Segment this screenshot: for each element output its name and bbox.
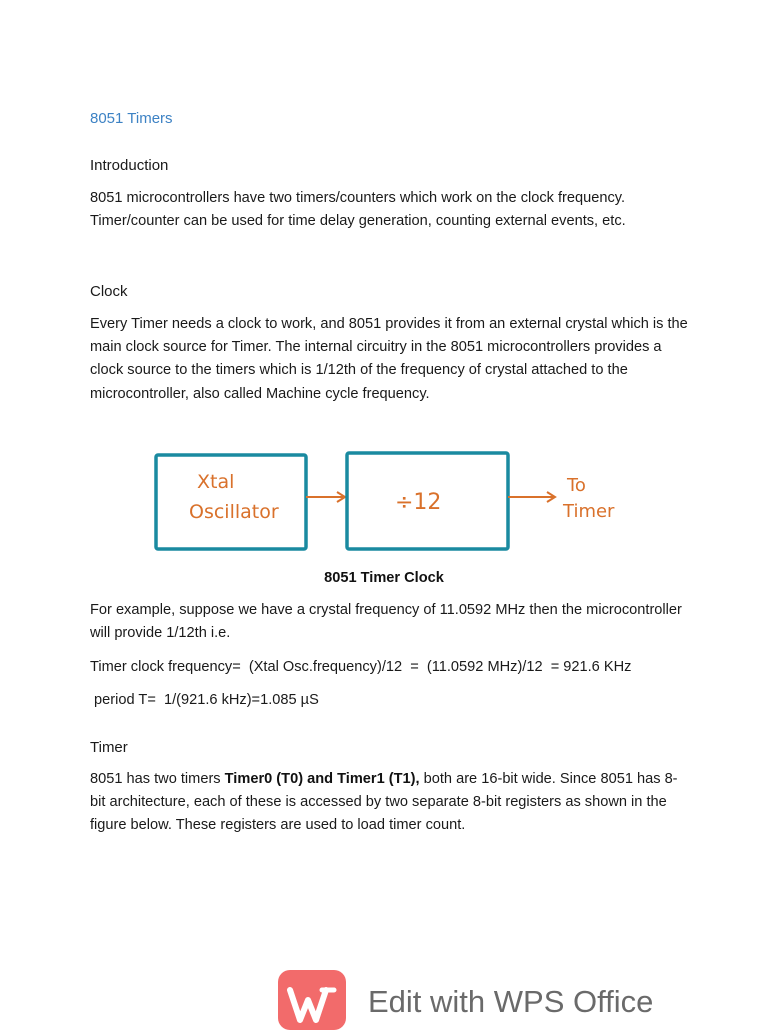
timer-clock-diagram [145,440,645,565]
period-formula: period T= 1/(921.6 kHz)=1.085 µS [90,692,319,708]
wps-edit-label[interactable]: Edit with WPS Office [368,984,654,1019]
clock-paragraph: Every Timer needs a clock to work, and 8051 provides it from an external crystal which is the main clock source for Timer. The internal circuitry in the 8051 microcontrollers provides a clock source to the timers which is 1/12th of the frequency of crystal attached to the microcontroller, also called Machine cycle frequency. [90,316,688,402]
box1-line1-label: Xtal [197,471,235,493]
box1-line2-label: Oscillator [189,501,279,523]
page-title[interactable]: 8051 Timers [90,110,173,127]
timer-paragraph-start: 8051 has two timers [90,771,225,787]
example-paragraph: For example, suppose we have a crystal frequency of 11.0592 MHz then the microcontroller will provide 1/12th i.e. [90,602,682,642]
wps-edit-banner[interactable] [278,968,698,1024]
wps-logo-icon [278,970,346,1030]
output-line1-label: To [567,475,586,496]
timer-paragraph [90,768,690,838]
clock-frequency-formula: Timer clock frequency= (Xtal Osc.frequency)/12 = (11.0592 MHz)/12 = 921.6 KHz [90,659,632,675]
timer-paragraph-end: both are 16-bit wide. Since 8051 has 8-bit architecture, each of these is accessed by two separate 8-bit registers as shown in the figure below. These registers are used to load timer count. [90,771,678,834]
timer-heading: Timer [90,739,128,756]
output-line2-label: Timer [563,501,615,522]
introduction-heading: Introduction [90,157,169,174]
divider-label: ÷12 [395,490,442,515]
clock-heading: Clock [90,283,128,300]
timer-names: Timer0 (T0) and Timer1 (T1), [224,771,420,787]
diagram-caption: 8051 Timer Clock [324,570,444,586]
introduction-paragraph: 8051 microcontrollers have two timers/counters which work on the clock frequency. Timer/counter can be used for time delay generation, counting external events, etc. [90,190,626,230]
